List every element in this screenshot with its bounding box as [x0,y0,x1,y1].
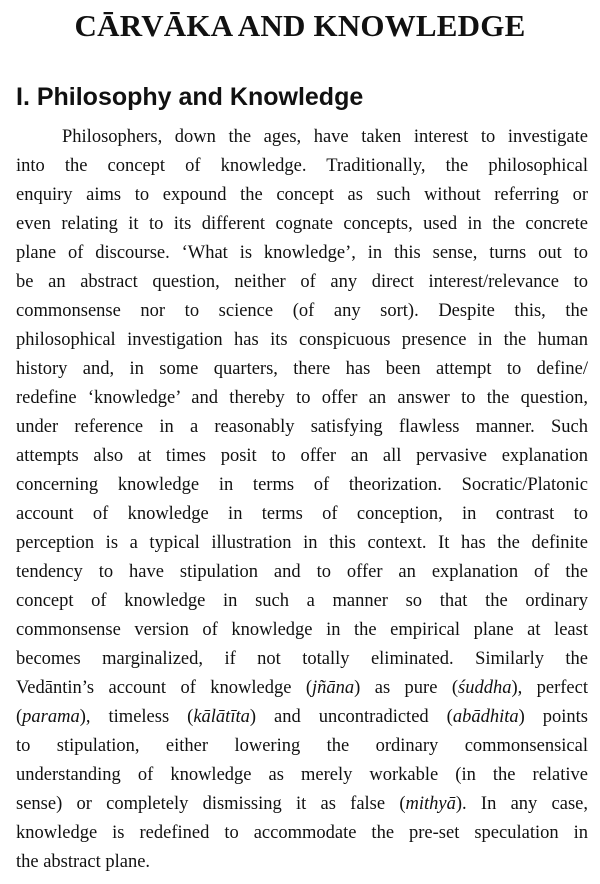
text-run: concept of knowledge in such a manner so that the ordinary [16,591,588,611]
text-run: enquiry aims to expound the concept as such without referring or [16,185,588,205]
paragraph-line [16,413,588,442]
text-run: to stipulation, either lowering the ordinary commonsensical [16,736,588,756]
text-run: ( [16,707,23,727]
paragraph-line [16,558,588,587]
paragraph-line [16,703,588,732]
text-run: plane of discourse. ‘What is knowledge’, in this sense, turns out to [16,243,588,263]
text-run: account of knowledge in terms of conception, in contrast to [16,504,588,524]
paragraph-line [16,500,588,529]
text-run: Philosophers, down the ages, have taken interest to investigate [62,127,588,147]
text-run: ) and uncontradicted ( [249,707,453,727]
text-run: commonsense version of knowledge in the empirical plane at least [16,620,588,640]
text-run: into the concept of knowledge. Traditionally, the philosophical [16,156,588,176]
paragraph-line [16,326,588,355]
text-run: knowledge is redefined to accommodate the pre-set speculation in [16,823,588,843]
paragraph-line [16,819,588,848]
paragraph-line [16,587,588,616]
text-run: history and, in some quarters, there has been attempt to define/ [16,359,588,379]
paragraph-line [16,181,588,210]
text-run: attempts also at times posit to offer an all pervasive explanation [16,446,588,466]
text-run: redefine ‘knowledge’ and thereby to offer an answer to the question, [16,388,588,408]
paragraph-line [16,297,588,326]
paragraph-line [16,471,588,500]
paragraph-line [16,210,588,239]
text-run: concerning knowledge in terms of theorization. Socratic/Platonic [16,475,588,495]
italic-term: mithyā [405,794,456,814]
section-heading: I. Philosophy and Knowledge [16,83,364,111]
paragraph-line [16,674,588,703]
italic-term: jñāna [312,678,355,698]
paragraph-line [16,529,588,558]
paragraph-line [16,355,588,384]
paragraph-line [16,645,588,674]
text-run: even relating it to its different cognate concepts, used in the concrete [16,214,588,234]
text-run: commonsense nor to science (of any sort). Despite this, the [16,301,588,321]
text-run: the abstract plane. [16,852,151,872]
text-run: ), perfect [511,678,588,698]
text-run: ), timeless ( [79,707,194,727]
text-run: ). In any case, [455,794,588,814]
paragraph-line [16,123,588,152]
text-run: Vedāntin’s account of knowledge ( [16,678,313,698]
text-run: philosophical investigation has its conspicuous presence in the human [16,330,588,350]
chapter-title: CĀRVĀKA AND KNOWLEDGE [74,8,526,43]
paragraph-line [16,384,588,413]
paragraph-line [16,732,588,761]
text-run: under reference in a reasonably satisfying flawless manner. Such [16,417,588,437]
text-run: tendency to have stipulation and to offer an explanation of the [16,562,588,582]
paragraph-line [16,761,588,790]
paragraph-line [16,152,588,181]
text-run: be an abstract question, neither of any direct interest/relevance to [16,272,588,292]
body-paragraph [16,123,588,877]
paragraph-line [16,616,588,645]
italic-term: abādhita [452,707,519,727]
paragraph-line [16,790,588,819]
text-run: perception is a typical illustration in this context. It has the definite [16,533,588,553]
text-run: sense) or completely dismissing it as false ( [16,794,406,814]
italic-term: śuddha [458,678,512,698]
text-run: ) points [518,707,588,727]
paragraph-line [16,239,588,268]
paragraph-line [16,848,588,877]
paragraph-line [16,442,588,471]
text-run: understanding of knowledge as merely workable (in the relative [16,765,588,785]
italic-term: parama [22,707,80,727]
paragraph-line [16,268,588,297]
text-run: becomes marginalized, if not totally eliminated. Similarly the [16,649,588,669]
italic-term: kālātīta [193,707,250,727]
text-run: ) as pure ( [354,678,458,698]
